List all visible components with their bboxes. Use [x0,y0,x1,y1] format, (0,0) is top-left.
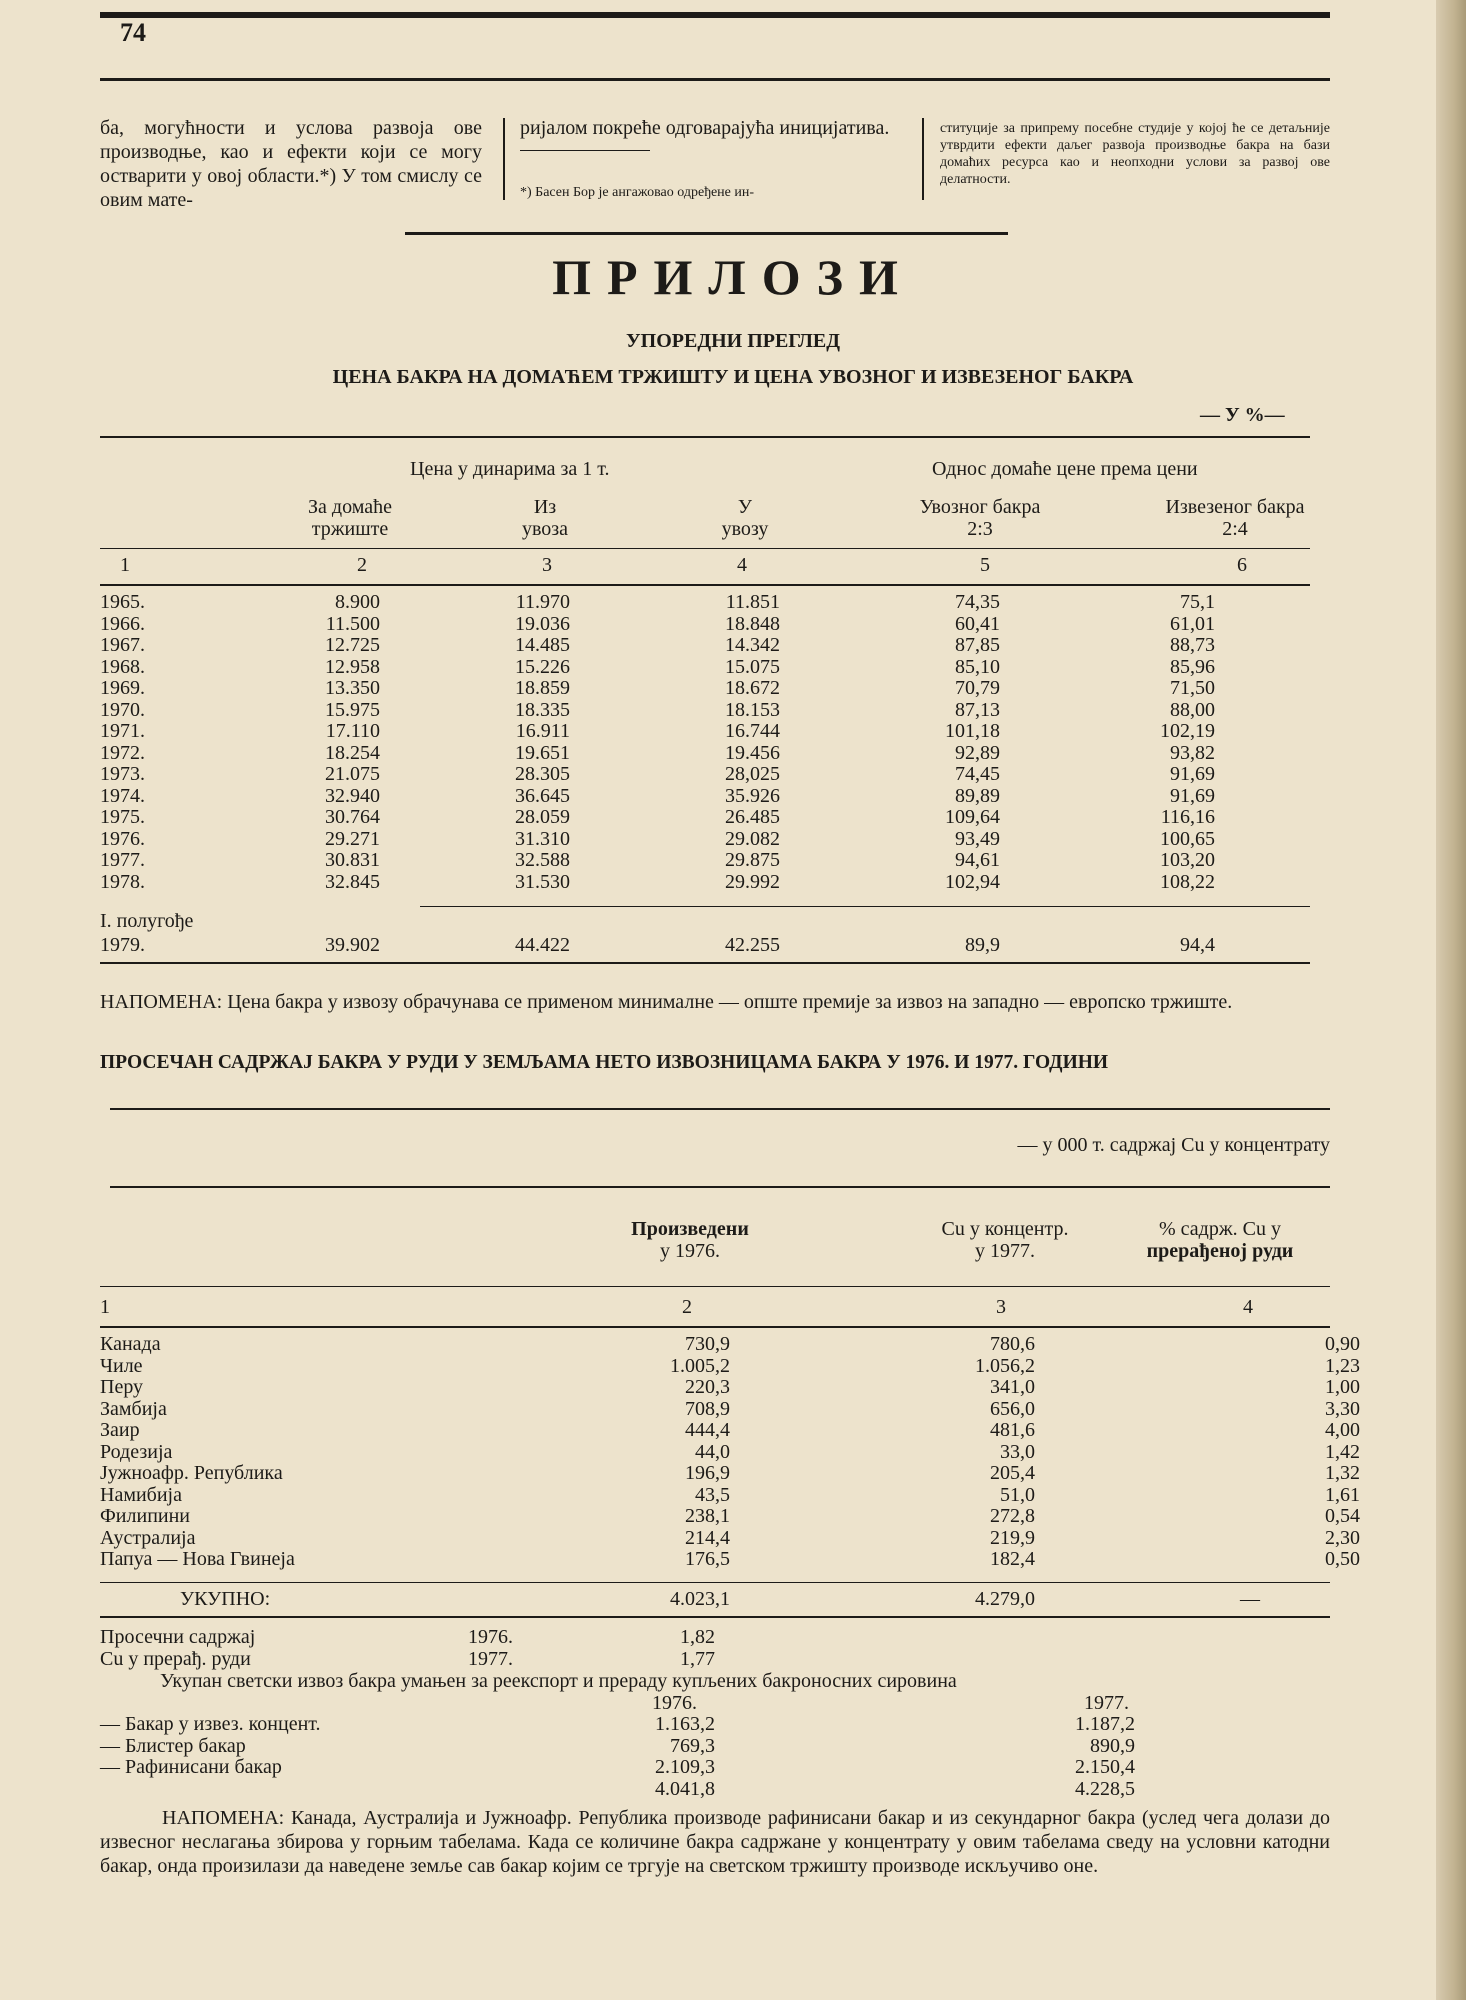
avg-label: Cu у прерађ. руди [100,1648,251,1670]
table2-row [100,1483,1360,1507]
table2-bottom-rule [100,1616,1330,1618]
table1-row-cell: 93,82 [1170,741,1215,764]
table2-row-cell: 341,0 [990,1376,1035,1398]
table2-colnum: 1 [100,1296,110,1318]
table1-row-cell: 14.485 [515,634,570,656]
table2-col3-header: Cu у концентр. у 1977. [941,1218,1069,1262]
table1-row-cell: 18.153 [725,698,780,721]
table1-row-cell: 13.350 [325,677,380,699]
table2-total-cell: — [1240,1588,1260,1610]
table2-row-cell: 43,5 [695,1483,730,1506]
table1-row-cell: 28,025 [725,763,780,785]
world-export-body [100,1714,1330,1779]
avg-value: 1,82 [680,1626,715,1648]
avg-label: Просечни садржај [100,1626,256,1648]
table1-row-cell: 1970. [100,698,145,721]
table2-row-cell: 2,30 [1325,1526,1360,1549]
table2-row-cell: 272,8 [990,1505,1035,1527]
avg-year: 1976. [468,1626,513,1648]
table1-row-cell: 8.900 [335,591,380,613]
table1-row-cell: 18.672 [725,677,780,699]
table2-row-cell: 1,42 [1325,1440,1360,1463]
table1-row-cell: 1965. [100,591,145,613]
world-row-cell: 769,3 [670,1734,715,1757]
column-divider [503,118,505,200]
table1-row-cell: 16.911 [515,720,570,742]
table1-row [100,614,1330,636]
table1-row [100,721,1330,743]
table1-col5-header: Увозног бакра 2:3 [919,496,1041,540]
table1-row [100,635,1330,657]
table1-lastrow-cell: 89,9 [965,934,1000,956]
table1-row-cell: 1978. [100,870,145,893]
table1-col4-header: У увозу [721,496,769,540]
table2-row-cell: 708,9 [685,1397,730,1420]
table1-row-cell: 17.110 [325,720,380,742]
table1-row-cell: 15.975 [325,698,380,721]
table1-row-cell: 32.588 [515,849,570,871]
table1-row-cell: 28.305 [515,763,570,785]
table1-colnum: 2 [357,554,367,576]
world-row-cell: 890,9 [1090,1734,1135,1757]
table1-row-cell: 1973. [100,763,145,785]
table2-total-label: УКУПНО: [180,1588,271,1610]
table2-row-cell: 205,4 [990,1462,1035,1484]
table1-row-cell: 88,00 [1170,698,1215,721]
table1-row-cell: 1969. [100,677,145,699]
table1-row-cell: 1975. [100,806,145,828]
table1-lastrow-label1: I. полугође [100,910,194,932]
table2-body [100,1333,1360,1571]
table2-row-cell: 780,6 [990,1333,1035,1355]
table2-row-cell: 0,54 [1325,1505,1360,1527]
column-divider [922,118,924,200]
table2-row-cell: 0,90 [1325,1333,1360,1355]
table1-row-cell: 101,18 [945,720,1000,742]
table1-row-cell: 1974. [100,784,145,807]
table2-row-cell: Замбија [100,1397,167,1420]
table1-row [100,743,1330,765]
table1-row-cell: 1968. [100,655,145,678]
table2-header-rule [100,1286,1330,1287]
table2-row-cell: 220,3 [685,1376,730,1398]
table1-row-cell: 29.875 [725,849,780,871]
table2-row-cell: 1.005,2 [670,1354,730,1377]
table1-row-cell: 32.845 [325,870,380,893]
table1-note: НАПОМЕНА: Цена бакра у извозу обрачунава се применом минималне — опште премије за извоз на западно — европско тржиште. [100,991,1233,1013]
table1-title-line2: ЦЕНА БАКРА НА ДОМАЋЕМ ТРЖИШТУ И ЦЕНА УВОЗНОГ И ИЗВЕЗЕНОГ БАКРА [332,366,1134,388]
table2-row-cell: 182,4 [990,1548,1035,1570]
table2-row-cell: Аустралија [100,1526,196,1549]
page-number: 74 [120,18,146,47]
table1-row [100,657,1330,679]
table1-row-cell: 19.036 [515,612,570,635]
table1-row-cell: 87,85 [955,634,1000,656]
table2-row [100,1419,1360,1442]
table2-note: НАПОМЕНА: Канада, Аустралија и Јужноафр. Република производе рафинисани бакар и из секундарног бакра (услед чега долази до извесног неслагања збирова у горњим табелама. Када се количине бакра садржане у концентрату у овим табелама сведу на условни катодни бакар, онда произилази да наведене земље сав бакар којим се тргује на светском тржишту производе искључиво оне. [100,1807,1330,1877]
table1-row [100,700,1330,722]
table1-row-cell: 102,19 [1160,720,1215,742]
table2-row [100,1354,1360,1378]
table2-row-cell: 219,9 [990,1526,1035,1549]
table2-total-rule [100,1582,1330,1583]
table1-row-cell: 75,1 [1180,591,1215,613]
table1-row-cell: 1971. [100,720,145,742]
table1-row-cell: 30.764 [325,806,380,828]
table2-row [100,1440,1360,1464]
table2-row [100,1548,1360,1571]
table2-col2-header: Произведени у 1976. [631,1218,749,1262]
table2-row [100,1462,1360,1485]
table1-row-cell: 19.456 [725,741,780,764]
table2-total-cell: 4.279,0 [975,1588,1035,1610]
section-rule [405,232,1008,235]
table1-row-cell: 1967. [100,634,145,656]
table1-lastrow-rule [420,906,1310,907]
table1-row-cell: 1972. [100,741,145,764]
table1-row-cell: 12.725 [325,634,380,656]
table2-unit-rule [110,1186,1330,1188]
avg-value: 1,77 [680,1648,715,1670]
table2-title: ПРОСЕЧАН САДРЖАЈ БАКРА У РУДИ У ЗЕМЉАМА НЕТО ИЗВОЗНИЦАМА БАКРА У 1976. И 1977. ГОДИНИ [100,1052,1109,1073]
table1-row-cell: 74,35 [955,591,1000,613]
table2-row-cell: Родезија [100,1440,173,1463]
table2-row-cell: 33,0 [1000,1440,1035,1463]
table2-row-cell: Папуа — Нова Гвинеја [100,1548,295,1570]
table1-row-cell: 11.500 [325,612,380,635]
table1-row-cell: 93,49 [955,827,1000,850]
world-total: 4.228,5 [1075,1778,1135,1800]
table1-colnum: 5 [980,554,990,576]
world-row [100,1757,1330,1779]
table1-row-cell: 28.059 [515,806,570,828]
table1-row-cell: 1966. [100,612,145,635]
table1-row-cell: 30.831 [325,849,380,871]
table2-row-cell: 176,5 [685,1548,730,1570]
table1-lastrow-cell: 42.255 [725,934,780,956]
table1-row [100,829,1330,851]
table2-row-cell: Перу [100,1376,144,1398]
table1-row-cell: 14.342 [725,634,780,656]
table2-row-cell: Филипини [100,1505,190,1527]
table1-col2-header: За домаће тржиште [308,496,392,540]
table1-top-rule [100,436,1310,438]
table2-row-cell: 730,9 [685,1333,730,1355]
footnote: *) Басен Бор је ангажовао одређене ин- [520,185,755,200]
table1-row-cell: 87,13 [955,698,1000,721]
table1-bottom-rule [100,962,1310,964]
table1-row-cell: 15.226 [515,655,570,678]
table2-row-cell: 238,1 [685,1505,730,1527]
table1-row [100,872,1330,894]
section-title: ПРИЛОЗИ [552,249,914,305]
table2-col4-header: % садрж. Cu у прерађеној руди [1146,1218,1294,1262]
world-row-cell: — Рафинисани бакар [100,1756,282,1778]
table2-row-cell: 0,50 [1325,1548,1360,1570]
table2-row-cell: 1,61 [1325,1483,1360,1506]
table1-row-cell: 11.970 [515,591,570,613]
world-row-cell: 2.150,4 [1075,1756,1135,1778]
table1-group2-header: Однос домаће цене према цени [932,458,1198,480]
table1-row-cell: 29.992 [725,870,780,893]
table1-row-cell: 88,73 [1170,634,1215,656]
table1-body [100,592,1330,893]
table2-row [100,1397,1360,1421]
table1-row-cell: 94,61 [955,849,1000,871]
table1-colnum-rule [100,584,1310,586]
table1-row-cell: 35.926 [725,784,780,807]
table1-row [100,764,1330,786]
table1-row-cell: 85,10 [955,655,1000,678]
table1-lastrow-cell: 39.902 [325,934,380,956]
table1-row [100,786,1330,808]
table2-colnum: 3 [996,1296,1006,1318]
world-row-cell: — Блистер бакар [100,1734,246,1757]
table2-row-cell: 196,9 [685,1462,730,1484]
table1-row-cell: 21.075 [325,763,380,785]
table2-row-cell: 3,30 [1325,1397,1360,1420]
table2-row [100,1333,1360,1356]
table1-row [100,592,1330,614]
table2-row-cell: 444,4 [685,1419,730,1441]
table1-lastrow-cell: 44.422 [515,934,570,956]
table1-row-cell: 70,79 [955,677,1000,699]
table1-row [100,850,1330,872]
table1-row-cell: 11.851 [725,591,780,613]
table1-row-cell: 60,41 [955,612,1000,635]
world-row [100,1736,1330,1758]
table1-lastrow-cell: 94,4 [1180,934,1215,956]
table2-row-cell: 51,0 [1000,1483,1035,1506]
table1-row [100,678,1330,700]
table2-row-cell: 1,32 [1325,1462,1360,1484]
table2-row [100,1505,1360,1528]
table2-colnum: 4 [1243,1296,1253,1318]
table1-row-cell: 61,01 [1170,612,1215,635]
top-rule [100,12,1330,18]
table1-row-cell: 109,64 [945,806,1000,828]
table2-unit: — у 000 т. садржај Cu у концентрату [1017,1134,1330,1156]
table2-row-cell: Намибија [100,1483,182,1506]
table1-row-cell: 108,22 [1160,870,1215,893]
footnote-rule [520,150,650,151]
table1-row-cell: 1977. [100,849,145,871]
world-year: 1977. [1084,1692,1129,1714]
table2-row-cell: 44,0 [695,1440,730,1463]
table2-row-cell: Канада [100,1333,161,1355]
table2-row-cell: Чиле [100,1354,143,1377]
table2-total-cell: 4.023,1 [670,1588,730,1610]
table1-row-cell: 12.958 [325,655,380,678]
table1-row-cell: 29.271 [325,827,380,850]
table2-colnum-rule [100,1326,1330,1328]
table2-colnum: 2 [682,1296,692,1318]
table1-row-cell: 89,89 [955,784,1000,807]
table1-col3-header: Из увоза [521,496,569,540]
table1-row-cell: 74,45 [955,763,1000,785]
table1-row-cell: 91,69 [1170,784,1215,807]
table2-top-rule [110,1108,1330,1110]
table2-row-cell: 1,00 [1325,1376,1360,1398]
table2-row-cell: 481,6 [990,1419,1035,1441]
table1-row-cell: 32.940 [325,784,380,807]
table2-row-cell: 656,0 [990,1397,1035,1420]
table1-row-cell: 15.075 [725,655,780,678]
table2-row [100,1376,1360,1399]
table1-row-cell: 18.254 [325,741,380,764]
table1-row-cell: 92,89 [955,741,1000,764]
table1-title-line1: УПОРЕДНИ ПРЕГЛЕД [625,330,841,352]
table1-row-cell: 26.485 [725,806,780,828]
table1-lastrow-label2: 1979. [100,934,145,956]
world-row-cell: 2.109,3 [655,1756,715,1778]
table1-row-cell: 103,20 [1160,849,1215,871]
table1-colnum: 4 [737,554,747,576]
table2-row-cell: 1.056,2 [975,1354,1035,1377]
table2-row-cell: Заир [100,1419,140,1441]
table1-row-cell: 36.645 [515,784,570,807]
world-export-title: Укупан светски извоз бакра умањен за реекспорт и прераду купљених бакроносних сировина [160,1670,957,1692]
world-year: 1976. [652,1692,697,1714]
table2-row-cell: 214,4 [685,1526,730,1549]
table1-row-cell: 71,50 [1170,677,1215,699]
table1-row-cell: 85,96 [1170,655,1215,678]
world-total: 4.041,8 [655,1778,715,1800]
table2-row-cell: 1,23 [1325,1354,1360,1377]
table2-row-cell: 4,00 [1325,1419,1360,1441]
table1-row [100,807,1330,829]
table1-colnum: 1 [120,554,130,576]
world-row-cell: 1.163,2 [655,1713,715,1735]
table1-row-cell: 31.530 [515,870,570,893]
table1-col6-header: Извезеног бакра 2:4 [1165,496,1305,540]
text-column-2: ријалом покреће одговарајућа иницијатива. *) Басен Бор је ангажовао одређене ин- [520,116,905,205]
table1-row-cell: 31.310 [515,827,570,850]
world-row [100,1714,1330,1736]
table2-row-cell: Јужноафр. Република [100,1462,283,1484]
table1-header-rule [100,548,1310,549]
table1-row-cell: 1976. [100,827,145,850]
table2-row [100,1526,1360,1550]
table1-colnum: 3 [542,554,552,576]
table1-row-cell: 116,16 [1160,806,1215,828]
table1-group1-header: Цена у динарима за 1 т. [410,458,610,480]
table1-unit: — У %— [1200,404,1285,426]
table1-row-cell: 16.744 [725,720,780,742]
header-rule [100,78,1330,81]
table1-row-cell: 91,69 [1170,763,1215,785]
table1-row-cell: 29.082 [725,827,780,850]
table1-row-cell: 18.848 [725,612,780,635]
table1-row-cell: 19.651 [515,741,570,764]
world-row-cell: — Бакар у извез. концент. [100,1713,321,1735]
avg-year: 1977. [468,1648,513,1670]
text-column-3: ституције за припрему посебне студије у којој ће се детаљније утврдити ефекти даљег развоја производње бакра на бази домаћих ресурса као и неопходни услови за развој ове делатности. [940,121,1330,187]
table1-row-cell: 100,65 [1160,827,1215,850]
table1-row-cell: 102,94 [945,870,1000,893]
table1-row-cell: 18.859 [515,677,570,699]
world-row-cell: 1.187,2 [1075,1713,1135,1735]
table1-row-cell: 18.335 [515,698,570,721]
text-column-1: ба, могућности и услова развоја ове производње, као и ефекти који се могу остварити у овој области.*) У том смислу се овим мате- [100,117,482,211]
table1-colnum: 6 [1237,554,1247,576]
